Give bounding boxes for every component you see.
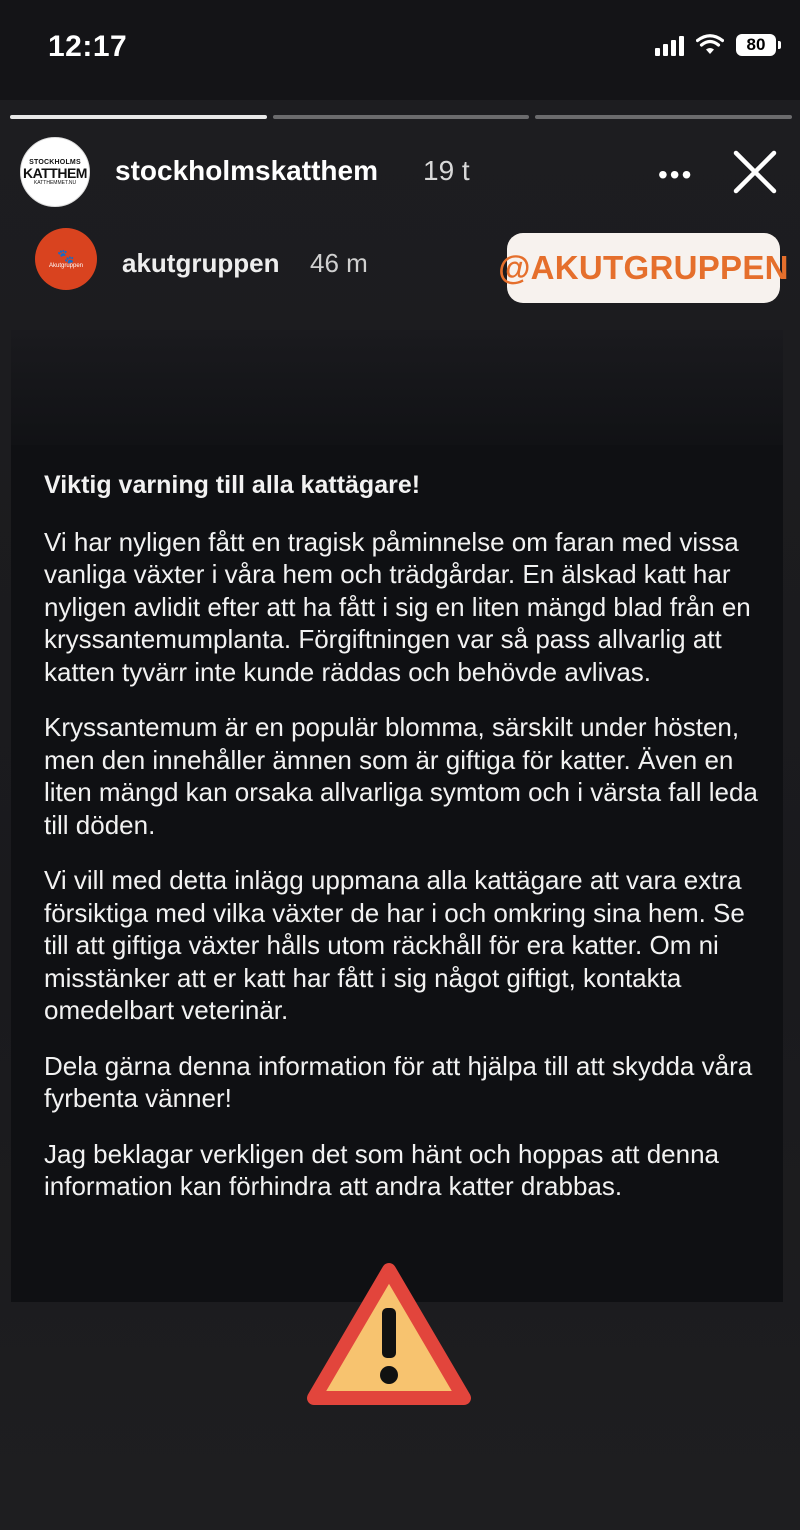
reshared-time: 46 m: [310, 248, 368, 278]
signal-icon: [655, 34, 684, 56]
story-header: [20, 137, 780, 207]
warning-icon: [306, 1262, 472, 1408]
mention-sticker[interactable]: @AKUTGRUPPEN: [507, 233, 780, 303]
paw-icon: 🐾: [57, 248, 75, 264]
progress-segment: [535, 115, 792, 119]
post-paragraph: Vi har nyligen fått en tragisk påminnelse om faran med vissa vanliga växter i våra hem och trädgårdar. En älskad katt har nyligen avlidit efter att ha fått i sig en liten mängd blad från en kryssantemumplanta. Förgiftningen var så pass allvarlig att katten tyvärr inte kunde räddas och behövde avlivas.: [44, 526, 751, 687]
story-progress: [10, 115, 792, 119]
account-avatar[interactable]: STOCKHOLMS KATTHEM KATTHEMMET.NU: [20, 137, 90, 207]
reshared-post-header: [35, 228, 789, 303]
story-time: 19 t: [423, 155, 470, 186]
post-text: [44, 469, 764, 1226]
more-options-icon[interactable]: •••: [658, 159, 694, 190]
close-icon[interactable]: [730, 147, 780, 197]
card-top-shade: [11, 330, 783, 445]
post-paragraph: Kryssantemum är en populär blomma, särskilt under hösten, men den innehåller ämnen som är giftiga för katter. Även en liten mängd kan orsaka allvarliga symtom och i värsta fall leda till döden.: [44, 712, 758, 840]
post-paragraph: Vi vill med detta inlägg uppmana alla kattägare att vara extra försiktiga med vilka växter de har i och omkring sina hem. Se till att giftiga växter hålls utom räckhåll för era katter. Om ni misstänker att er katt har fått i sig något giftigt, kontakta omedelbart veterinär.: [44, 865, 745, 1025]
status-icons: [655, 34, 776, 56]
battery-level: 80: [746, 35, 766, 54]
reshared-username[interactable]: akutgruppen: [122, 248, 280, 278]
account-username[interactable]: stockholmskatthem: [115, 155, 378, 186]
wifi-icon: [696, 34, 724, 56]
reshared-avatar[interactable]: 🐾 Akutgruppen: [35, 228, 97, 290]
post-card: [11, 445, 783, 1302]
progress-segment: [273, 115, 530, 119]
progress-segment: [10, 115, 267, 119]
progress-fill: [10, 115, 267, 119]
post-paragraph: Dela gärna denna information för att hjälpa till att skydda våra fyrbenta vänner!: [44, 1050, 753, 1113]
post-title: Viktig varning till alla kattägare!: [44, 471, 421, 499]
post-paragraph: Jag beklagar verkligen det som hänt och hoppas att denna information kan förhindra att andra katter drabbas.: [44, 1138, 720, 1201]
status-bar: [0, 0, 800, 100]
battery-icon: [736, 34, 776, 56]
clock: 12:17: [48, 30, 128, 63]
